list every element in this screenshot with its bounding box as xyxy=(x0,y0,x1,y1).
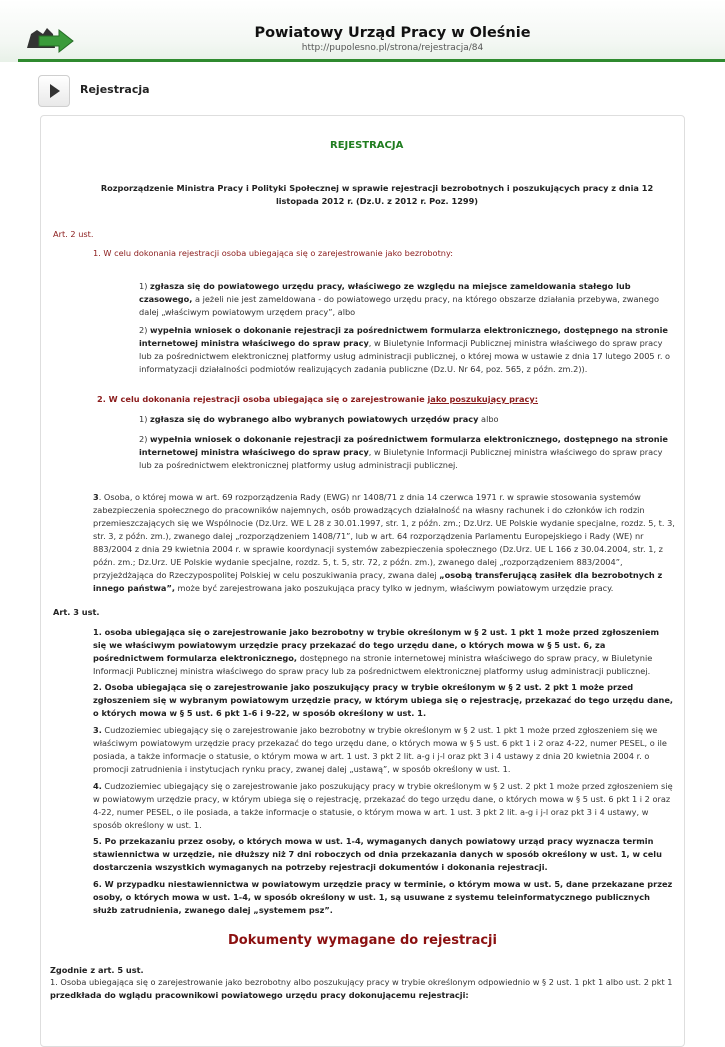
paragraph-number: 3 xyxy=(93,492,99,502)
site-logo-icon[interactable] xyxy=(25,22,75,54)
paragraph-bold: 1. osoba ubiegająca się o zarejestrowanie jako bezrobotny w trybie określonym w § 2 ust. 1 pkt 1 może przed zgłoszeniem się we właściwym powiatowym urzędzie pracy przekazać do tego urzędu dane, o których mowa w § 5 ust. 6, za pośrednictwem formularza elektronicznego, xyxy=(93,627,660,663)
item-text: , w Biuletynie Informacji Publicznej ministra właściwego do spraw pracy lub za pośrednictwem elektronicznej platformy usług administracji publicznej, o której mowa w ustawie z dnia 17 lutego 2005 r. o informatyzacji działalności podmiotów realizujących zadania publiczne (Dz.U. Nr 64, poz. 565, z późn. zm.2)). xyxy=(139,338,671,374)
art3-paragraph-6: 6. W przypadku niestawiennictwa w powiatowym urzędzie pracy w terminie, o którym mowa w ust. 5, dane przekazane przez osoby, o których mowa w ust. 1-4, w sposób określony w ust. 1, są usuwane z systemu teleinformatycznego publicznych służb zatrudnienia, zwanego dalej „systemem psz”. xyxy=(93,879,673,915)
paragraph-text: . Osoba ubiegająca się o zarejestrowanie jako poszukujący pracy w trybie określonym w § 2 ust. 2 pkt 1 może przed zgłoszeniem się w wybranym powiatowym urzędzie pracy, w którym ubiega się o rejestrację, przekazać do tego urzędu dane, o których mowa w § 5 ust. 6 pkt 1-6 i 9-22, w sposób określony w ust. 1. xyxy=(93,682,673,718)
paragraph-underlined: jako poszukujący pracy: xyxy=(427,394,539,404)
art2-paragraph-1: 1. W celu dokonania rejestracji osoba ubiegająca się o zarejestrowanie jako bezrobotny: xyxy=(93,248,453,258)
paragraph-number: 4. xyxy=(93,781,102,791)
art2-paragraph-2 xyxy=(97,393,538,406)
item-text: albo xyxy=(481,414,499,424)
paragraph-bold: przedkłada do wglądu pracownikowi powiatowego urzędu pracy dokonującemu rejestracji: xyxy=(50,990,469,1000)
paragraph-text-end: może być zarejestrowana jako poszukująca pracy tylko w jednym, właściwym powiatowym urzędzie pracy. xyxy=(177,583,614,593)
document-heading: REJESTRACJA xyxy=(330,140,404,151)
item-number: 2) xyxy=(139,325,148,335)
section-title: Rejestracja xyxy=(80,83,150,96)
item-number: 1) xyxy=(139,414,148,424)
art2-p1-item-1 xyxy=(139,280,675,319)
art5-label: Zgodnie z art. 5 ust. xyxy=(50,965,144,975)
art2-paragraph-3 xyxy=(93,491,675,595)
documents-heading: Dokumenty wymagane do rejestracji xyxy=(228,933,497,948)
section-arrow-icon xyxy=(38,75,70,107)
paragraph-text: Cudzoziemiec ubiegający się o zarejestrowanie jako bezrobotny w trybie określonym w § 2 ust. 1 pkt 1 może przed zgłoszeniem się we właściwym powiatowym urzędzie pracy przekazać do tego urzędu dane, o których mowa w § 5 ust. 6 pkt 1 i 2 oraz 4-22, numer PESEL, o ile posiada, a także informacje o statusie, o którym mowa w art. 1 ust. 3 pkt 2 lit. a-g i j-l oraz pkt 3 i 4 ustawy z dnia 20 kwietnia 2004 r. o promocji zatrudnienia i instytucjach rynku pracy, zwanej dalej „ustawą”, w sposób określony w ust. 1. xyxy=(93,725,667,774)
item-bold: zgłasza się do wybranego albo wybranych powiatowych urzędów pracy xyxy=(150,414,479,424)
paragraph-number: 3. xyxy=(93,725,102,735)
art3-paragraph-5: 5. Po przekazaniu przez osoby, o których mowa w ust. 1-4, wymaganych danych powiatowy urząd pracy wyznacza termin stawiennictwa w urzędzie, nie dłuższy niż 7 dni roboczych od dnia przekazania danych w sposób określony w ust. 1, w celu dostarczenia wszystkich wymaganych na potrzeby rejestracji dokumentów i dokonania rejestracji. xyxy=(93,836,662,872)
item-number: 2) xyxy=(139,434,148,444)
site-url: http://pupolesno.pl/strona/rejestracja/84 xyxy=(301,43,484,53)
art2-p2-item-1 xyxy=(139,413,675,426)
paragraph-bold: „osobą transferującą zasiłek dla bezrobotnych z innego państwa”, xyxy=(93,570,663,593)
item-bold: wypełnia wniosek o dokonanie rejestracji za pośrednictwem formularza elektronicznego, dostępnego na stronie internetowej ministra właściwego do spraw pracy xyxy=(139,434,668,457)
site-title[interactable]: Powiatowy Urząd Pracy w Oleśnie xyxy=(254,25,531,41)
art2-p2-item-2 xyxy=(139,433,675,472)
paragraph-text: Cudzoziemiec ubiegający się o zarejestrowanie jako poszukujący pracy w trybie określonym w § 2 ust. 2 pkt 1 może przed zgłoszeniem się w powiatowym urzędzie pracy, w którym ubiega się o rejestrację, przekazać do tego urzędu dane, o których mowa w § 5 ust. 6 pkt 1 i 2 oraz 4-22, numer PESEL, o ile posiada, a także informacje o statusie, o którym mowa w art. 1 ust. 3 pkt 2 lit. a-g i j-l oraz pkt 3 i 4 ustawy, w sposób określony w ust. 1. xyxy=(93,781,673,830)
item-text: a jeżeli nie jest zameldowana - do powiatowego urzędu pracy, na którego obszarze działania przebywa, zwanego dalej „właściwym powiatowym urzędem pracy”, albo xyxy=(139,294,659,317)
art3-paragraph-1 xyxy=(93,626,675,678)
art3-paragraph-3 xyxy=(93,724,675,776)
header-divider xyxy=(18,59,725,62)
paragraph-text: 1. Osoba ubiegająca się o zarejestrowanie jako bezrobotny albo poszukujący pracy w trybie określonym odpowiednio w § 2 ust. 1 pkt 1 albo ust. 2 pkt 1 xyxy=(50,977,673,987)
art2-label: Art. 2 ust. xyxy=(53,229,94,239)
art3-paragraph-4 xyxy=(93,780,675,832)
regulation-title: Rozporządzenie Ministra Pracy i Polityki Społecznej w sprawie rejestracji bezrobotnych i poszukujących pracy z dnia 12 listopada 2012 r. (Dz.U. z 2012 r. Poz. 1299) xyxy=(100,183,654,206)
item-text: , w Biuletynie Informacji Publicznej ministra właściwego do spraw pracy lub za pośrednictwem elektronicznej platformy usług administracji publicznej. xyxy=(139,447,663,470)
art2-p1-item-2 xyxy=(139,324,675,376)
art3-label: Art. 3 ust. xyxy=(53,607,100,617)
paragraph-text: 2. W celu dokonania rejestracji osoba ubiegająca się o zarejestrowanie xyxy=(97,394,425,404)
art3-paragraph-2 xyxy=(93,681,675,720)
site-header xyxy=(0,0,725,62)
paragraph-text: . Osoba, o której mowa w art. 69 rozporządzenia Rady (EWG) nr 1408/71 z dnia 14 czerwca 1971 r. w sprawie stosowania systemów zabezpieczenia społecznego do pracowników najemnych, osób prowadzących działalność na własny rachunek i do członków ich rodzin przemieszczających się we Wspólnocie (Dz.Urz. WE L 28 z 30.01.1997, str. 1, z późn. zm.; Dz.Urz. UE Polskie wydanie specjalne, rozdz. 5, t. 3, str. 3, z późn. zm.), zwanego dalej „rozporządzeniem 1408/71”, lub w art. 64 rozporządzenia Parlamentu Europejskiego i Rady (WE) nr 883/2004 z dnia 29 kwietnia 2004 r. w sprawie koordynacji systemów zabezpieczenia społecznego (Dz.Urz. UE L 166 z 30.04.2004, str. 1, z późn. zm.; Dz.Urz. UE Polskie wydanie specjalne, rozdz. 5, t. 5, str. 72, z późn. zm.), zwanego dalej „rozporządzeniem 883/2004”, przyjeżdżająca do Rzeczypospolitej Polskiej w celu poszukiwania pracy, zwana dalej xyxy=(93,492,675,580)
paragraph-text: dostępnego na stronie internetowej ministra właściwego do spraw pracy, w Biuletynie Informacji Publicznej ministra właściwego do spraw pracy lub za pośrednictwem elektronicznej platformy usług administracji publicznej. xyxy=(93,653,653,676)
item-number: 1) xyxy=(139,281,148,291)
item-bold: zgłasza się do powiatowego urzędu pracy, właściwego ze względu na miejsce zameldowania stałego lub czasowego, xyxy=(139,281,631,304)
item-bold: wypełnia wniosek o dokonanie rejestracji za pośrednictwem formularza elektronicznego, dostępnego na stronie internetowej ministra właściwego do spraw pracy xyxy=(139,325,668,348)
art5-paragraph-1 xyxy=(50,976,675,1002)
paragraph-number: 2 xyxy=(93,682,99,692)
